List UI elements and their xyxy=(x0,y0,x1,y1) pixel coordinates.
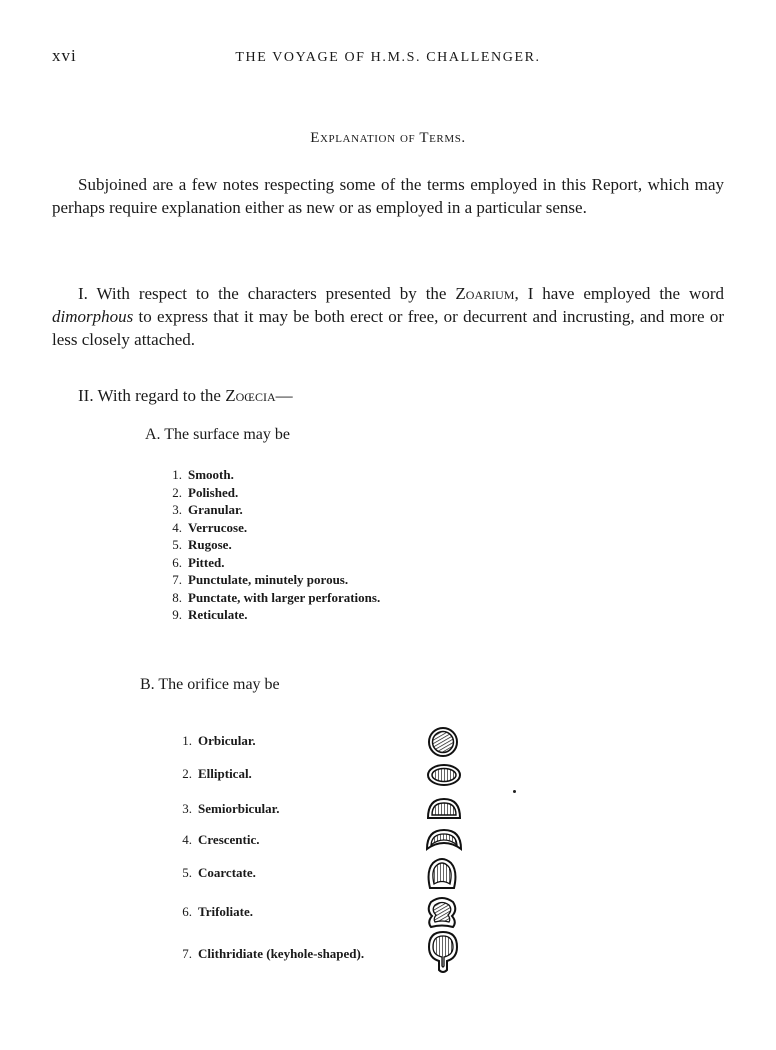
semiorbicular-icon xyxy=(426,796,462,822)
coarctate-icon xyxy=(425,855,459,891)
trifoliate-icon xyxy=(425,894,459,930)
clithridiate-icon xyxy=(427,930,459,976)
zoarium-mid: , I have employed the word xyxy=(514,284,724,303)
dimorphous-term: dimorphous xyxy=(52,307,134,326)
orbicular-icon xyxy=(427,726,459,758)
page-folio: xvi xyxy=(52,46,77,65)
orifice-heading: B. The orifice may be xyxy=(140,676,280,693)
intro-paragraph xyxy=(52,173,724,219)
zooecia-term: Zoœcia xyxy=(225,386,276,405)
surface-item: 3. Granular. xyxy=(172,502,243,517)
zoarium-lead: I. With respect to the characters presented by the xyxy=(78,284,456,303)
surface-item: 4. Verrucose. xyxy=(172,519,248,535)
section-title: Explanation of Terms. xyxy=(310,130,466,146)
surface-item: 6. Pitted. xyxy=(172,554,225,570)
orifice-item: 5. Coarctate. xyxy=(182,865,256,880)
zoarium-term: Zoarium xyxy=(455,284,515,303)
orifice-item: 7. Clithridiate (keyhole-shaped). xyxy=(182,946,365,961)
surface-item: 2. Polished. xyxy=(172,484,239,500)
zooecia-tail: — xyxy=(275,386,293,405)
zoarium-rest: to express that it may be both erect or free, or decurrent and incrusting, and more or less closely attached. xyxy=(52,307,724,349)
elliptical-icon xyxy=(426,763,462,787)
surface-item: 8. Punctate, with larger perforations. xyxy=(172,589,381,605)
surface-list xyxy=(162,466,380,624)
zooecia-lead: II. With regard to the xyxy=(78,386,226,405)
zooecia-heading xyxy=(78,386,293,406)
orifice-item: 4. Crescentic. xyxy=(182,832,260,847)
running-head: THE VOYAGE OF H.M.S. CHALLENGER. xyxy=(235,50,541,65)
print-speck xyxy=(513,790,516,793)
crescentic-icon xyxy=(425,827,463,855)
intro-text: Subjoined are a few notes respecting some of the terms employed in this Report, which may perhaps require explanation either as new or as employed in a particular sense. xyxy=(52,175,724,217)
orifice-item: 2. Elliptical. xyxy=(182,766,252,781)
surface-item: 5. Rugose. xyxy=(172,537,232,552)
zoarium-paragraph xyxy=(52,282,724,351)
surface-heading: A. The surface may be xyxy=(145,426,290,443)
surface-item: 9. Reticulate. xyxy=(172,607,248,622)
orifice-item: 3. Semiorbicular. xyxy=(182,801,280,816)
surface-item: 7. Punctulate, minutely porous. xyxy=(172,572,349,587)
surface-item: 1. Smooth. xyxy=(172,467,234,482)
orifice-item: 6. Trifoliate. xyxy=(182,904,253,919)
orifice-item: 1. Orbicular. xyxy=(182,733,256,748)
